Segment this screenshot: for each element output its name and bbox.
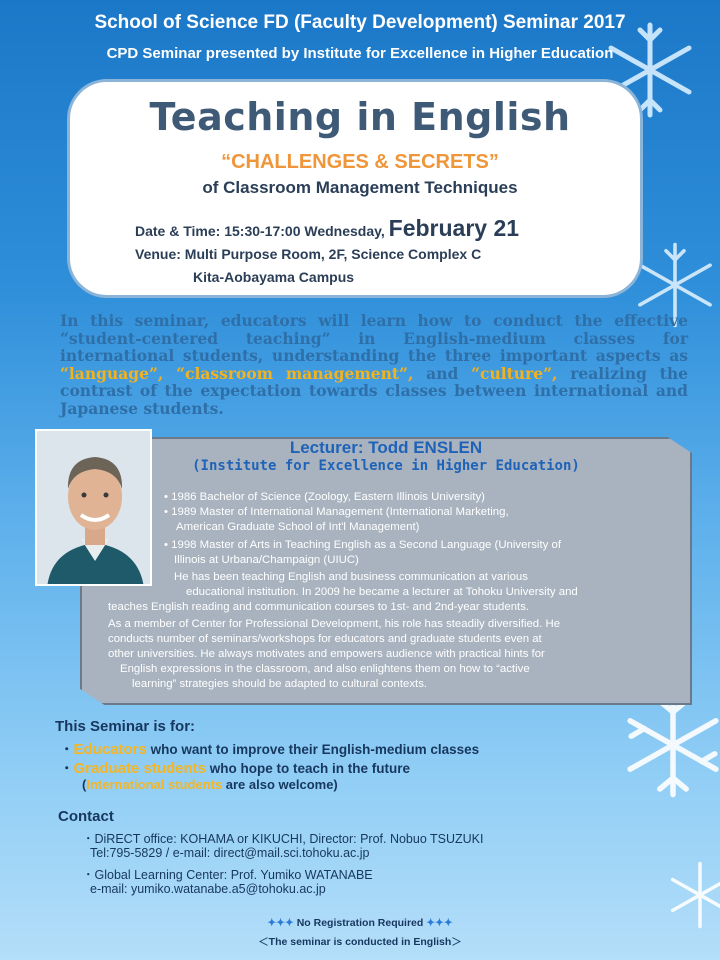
- bio-line: • 1989 Master of International Management (International Marketing,: [164, 506, 509, 518]
- contact-line: e-mail: yumiko.watanabe.a5@tohoku.ac.jp: [90, 882, 326, 896]
- intro-mid: and: [426, 363, 459, 383]
- intro-part-1: In this seminar, educators will learn how to conduct the effective “student-centered teaching” in English-medium classes for international students, understanding the three important aspects as: [60, 311, 688, 366]
- audience-highlight: Educators: [73, 741, 147, 758]
- stars-left: ✦✦✦: [267, 917, 294, 929]
- venue-line-1: Venue: Multi Purpose Room, 2F, Science Complex C: [135, 246, 482, 262]
- lecturer-bio: [104, 490, 664, 700]
- audience-heading: This Seminar is for:: [55, 718, 196, 735]
- date-big: February 21: [388, 215, 520, 241]
- bullet: ・: [60, 742, 74, 757]
- intro-paragraph: [60, 312, 688, 418]
- bio-line: conducts number of seminars/workshops for educators and graduate students even at: [108, 633, 542, 645]
- bio-line: learning” strategies should be adapted to cultural contexts.: [132, 678, 428, 690]
- lecturer-name: Lecturer: Todd ENSLEN: [289, 438, 483, 457]
- note-open: (: [82, 777, 87, 792]
- no-registration-text: No Registration Required: [293, 917, 427, 929]
- intro-highlight-2: “culture”,: [471, 363, 558, 383]
- subtitle-classroom: of Classroom Management Techniques: [202, 178, 518, 197]
- note-highlight: International students: [86, 777, 223, 792]
- contact-heading: Contact: [58, 808, 114, 825]
- bio-line: Illinois at Urbana/Champaign (UIUC): [174, 554, 359, 566]
- audience-highlight: Graduate students: [73, 760, 207, 777]
- intro-part-2: realizing the contrast of the expectation towards classes between international and Japanese students.: [60, 363, 688, 418]
- bio-line: He has been teaching English and business communication at various: [174, 571, 528, 583]
- no-registration: [0, 917, 720, 929]
- datetime-label: Date & Time: 15:30-17:00 Wednesday,: [135, 223, 385, 239]
- note-close: ): [333, 777, 338, 792]
- bio-line: • 1986 Bachelor of Science (Zoology, Eastern Illinois University): [164, 491, 485, 503]
- stars-right: ✦✦✦: [426, 917, 453, 929]
- conducted-in-english: ＜The seminar is conducted in English＞: [258, 936, 462, 948]
- audience-text: who hope to teach in the future: [206, 761, 411, 776]
- contact-line: ・Global Learning Center: Prof. Yumiko WATANABE: [82, 868, 373, 882]
- audience-text: who want to improve their English-medium classes: [146, 742, 480, 757]
- bio-line: educational institution. In 2009 he became a lecturer at Tohoku University and: [186, 586, 578, 598]
- bio-line: English expressions in the classroom, and also enlightens them on how to “active: [120, 663, 530, 675]
- header-line-1: School of Science FD (Faculty Development) Seminar 2017: [94, 12, 626, 33]
- contact-line: Tel:795-5829 / e-mail: direct@mail.sci.tohoku.ac.jp: [90, 846, 370, 860]
- contact-line: ・DiRECT office: KOHAMA or KIKUCHI, Director: Prof. Nobuo TSUZUKI: [82, 832, 484, 846]
- audience-item: [60, 757, 410, 777]
- subtitle-challenges: “CHALLENGES & SECRETS”: [221, 151, 499, 173]
- date-time: [135, 215, 519, 242]
- venue-line-2: Kita-Aobayama Campus: [193, 269, 355, 285]
- audience-item: [60, 738, 479, 758]
- bio-line: • 1998 Master of Arts in Teaching English as a Second Language (University of: [164, 539, 561, 551]
- intro-highlight-1: “language”, “classroom management”,: [60, 363, 414, 383]
- snowflake-icon: [618, 690, 720, 800]
- bullet: ・: [60, 761, 74, 776]
- bio-line: As a member of Center for Professional Development, his role has steadily diversified. He: [108, 618, 561, 630]
- bio-line: American Graduate School of Int'l Management): [176, 521, 420, 533]
- audience-note: [82, 777, 338, 792]
- note-text: are also welcome: [222, 777, 334, 792]
- header-line-2: CPD Seminar presented by Institute for Excellence in Higher Education: [106, 45, 614, 62]
- bio-line: other universities. He always motivates and empowers audience with practical hints for: [108, 648, 545, 660]
- lecturer-institute: (Institute for Excellence in Higher Education): [192, 458, 580, 474]
- page-title: Teaching in English: [149, 95, 571, 139]
- bio-line: teaches English reading and communication courses to 1st- and 2nd-year students.: [108, 601, 530, 613]
